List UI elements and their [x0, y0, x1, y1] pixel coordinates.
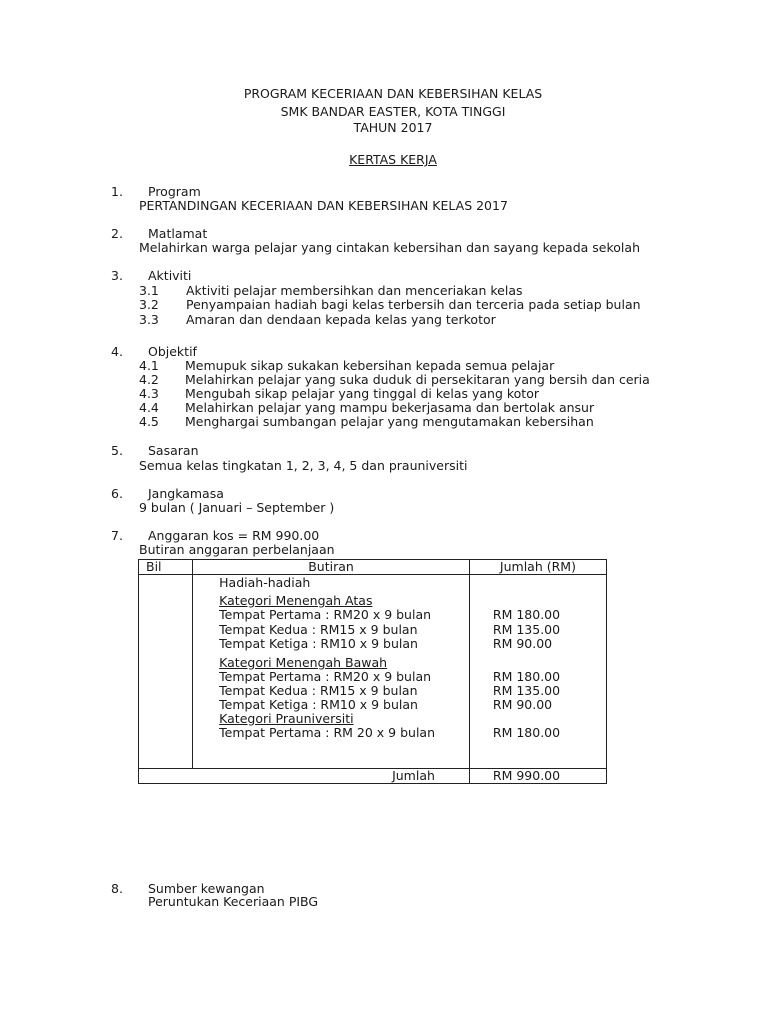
section-4-item-text: Mengubah sikap pelajar yang tinggal di kelas yang kotor — [185, 386, 539, 401]
table-row-item: Tempat Kedua : RM15 x 9 bulan — [219, 622, 418, 637]
table-total-row — [139, 769, 607, 784]
category-menengah-bawah: Kategori Menengah Bawah — [219, 655, 388, 670]
section-3-item-number: 3.1 — [139, 283, 159, 298]
total-value: RM 990.00 — [469, 769, 606, 784]
table-row-amount: RM 180.00 — [492, 725, 561, 740]
section-4-item-number: 4.1 — [139, 358, 159, 373]
category-menengah-atas: Kategori Menengah Atas — [219, 593, 373, 608]
section-4-number: 4. — [111, 344, 123, 359]
section-4-item-text: Melahirkan pelajar yang mampu bekerjasama dan bertolak ansur — [185, 400, 595, 415]
section-6-title: Jangkamasa — [148, 486, 224, 501]
doc-title-line1: PROGRAM KECERIAAN DAN KEBERSIHAN KELAS — [243, 86, 543, 101]
doc-title-line3: TAHUN 2017 — [353, 120, 433, 135]
section-3-item-text: Amaran dan dendaan kepada kelas yang terkotor — [186, 312, 496, 327]
table-row-amount: RM 180.00 — [492, 607, 561, 622]
section-6-number: 6. — [111, 486, 123, 501]
section-4-item-number: 4.4 — [139, 400, 159, 415]
table-row-item: Tempat Kedua : RM15 x 9 bulan — [219, 683, 418, 698]
section-2-body: Melahirkan warga pelajar yang cintakan kebersihan dan sayang kepada sekolah — [139, 240, 640, 255]
section-3-item-number: 3.2 — [139, 297, 159, 312]
section-7-title: Anggaran kos = RM 990.00 — [148, 528, 320, 543]
table-row-item: Tempat Pertama : RM20 x 9 bulan — [219, 669, 432, 684]
table-row-item: Tempat Pertama : RM 20 x 9 bulan — [219, 725, 436, 740]
section-2-title: Matlamat — [148, 226, 208, 241]
section-5-number: 5. — [111, 443, 123, 458]
total-label: Jumlah — [139, 769, 470, 784]
table-row-amount: RM 180.00 — [492, 669, 561, 684]
doc-subtitle: KERTAS KERJA — [349, 152, 437, 167]
hadiah-label: Hadiah-hadiah — [219, 575, 311, 590]
section-4-item-text: Menghargai sumbangan pelajar yang mengutamakan kebersihan — [185, 414, 594, 429]
table-row-item: Tempat Ketiga : RM10 x 9 bulan — [219, 697, 418, 712]
section-3-number: 3. — [111, 268, 123, 283]
table-body-row — [139, 575, 607, 769]
section-1-title: Program — [148, 184, 201, 199]
butiran-cell — [193, 575, 470, 769]
section-4-title: Objektif — [148, 344, 197, 359]
table-row-amount: RM 90.00 — [492, 697, 553, 712]
section-7-body: Butiran anggaran perbelanjaan — [139, 542, 335, 557]
table-row-amount: RM 90.00 — [492, 636, 553, 651]
section-4-item-number: 4.2 — [139, 372, 159, 387]
section-6-body: 9 bulan ( Januari – September ) — [139, 500, 335, 515]
section-8-number: 8. — [111, 881, 123, 896]
doc-title-line2: SMK BANDAR EASTER, KOTA TINGGI — [280, 104, 506, 119]
section-8-title: Sumber kewangan — [148, 881, 265, 896]
table-row-item: Tempat Pertama : RM20 x 9 bulan — [219, 607, 432, 622]
header-butiran: Butiran — [193, 560, 470, 575]
table-row-amount: RM 135.00 — [492, 622, 561, 637]
section-4-item-text: Melahirkan pelajar yang suka duduk di persekitaran yang bersih dan ceria — [185, 372, 650, 387]
table-row-amount: RM 135.00 — [492, 683, 561, 698]
section-4-item-number: 4.3 — [139, 386, 159, 401]
section-3-item-number: 3.3 — [139, 312, 159, 327]
section-3-title: Aktiviti — [148, 268, 192, 283]
section-3-item-text: Penyampaian hadiah bagi kelas terbersih dan terceria pada setiap bulan — [186, 297, 641, 312]
table-row-item: Tempat Ketiga : RM10 x 9 bulan — [219, 636, 418, 651]
category-prauniversiti: Kategori Prauniversiti — [219, 711, 354, 726]
section-1-body: PERTANDINGAN KECERIAAN DAN KEBERSIHAN KELAS 2017 — [139, 198, 508, 213]
section-5-body: Semua kelas tingkatan 1, 2, 3, 4, 5 dan prauniversiti — [139, 458, 468, 473]
section-7-number: 7. — [111, 528, 123, 543]
section-8-body: Peruntukan Keceriaan PIBG — [148, 894, 319, 909]
section-2-number: 2. — [111, 226, 123, 241]
section-3-item-text: Aktiviti pelajar membersihkan dan menceriakan kelas — [186, 283, 523, 298]
section-4-item-text: Memupuk sikap sukakan kebersihan kepada semua pelajar — [185, 358, 555, 373]
section-4-item-number: 4.5 — [139, 414, 159, 429]
section-1-number: 1. — [111, 184, 123, 199]
budget-table — [138, 559, 607, 784]
bil-cell — [139, 575, 193, 769]
jumlah-cell — [469, 575, 606, 769]
header-jumlah: Jumlah (RM) — [469, 560, 606, 575]
section-5-title: Sasaran — [148, 443, 199, 458]
table-header-row — [139, 560, 607, 575]
header-bil: Bil — [139, 560, 193, 575]
